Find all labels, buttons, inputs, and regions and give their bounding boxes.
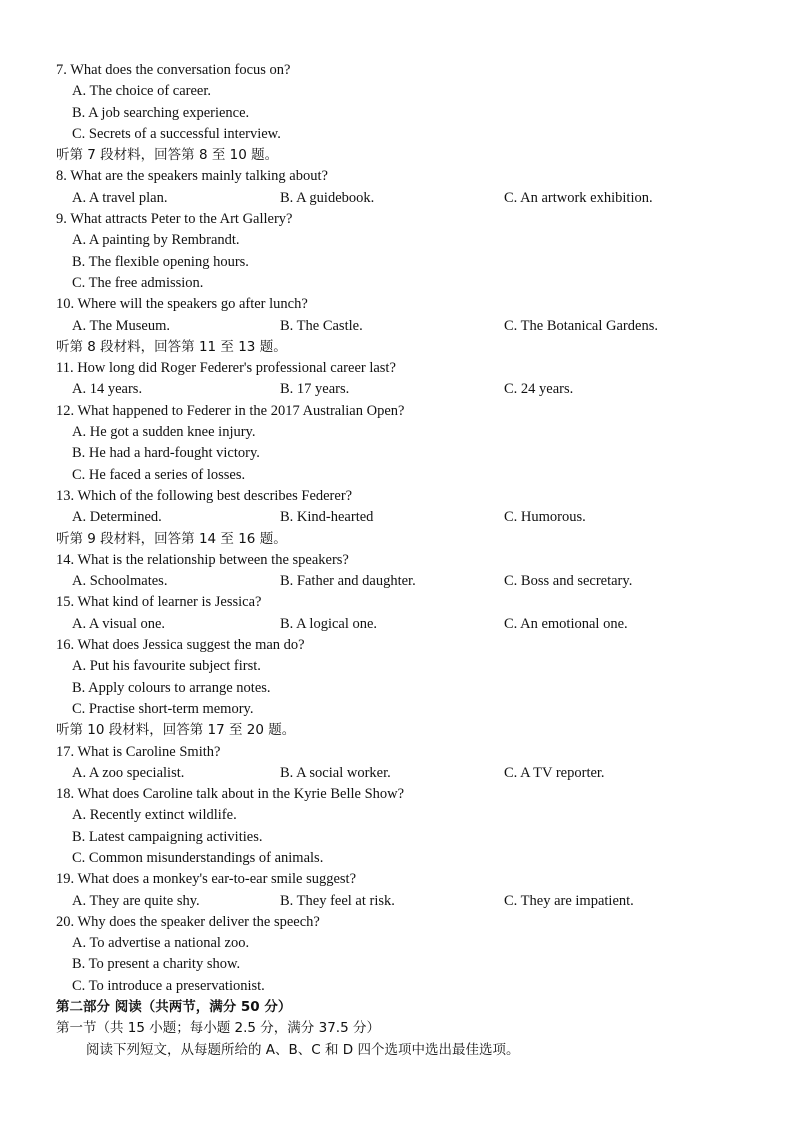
option-19b: B. They feel at risk.: [280, 892, 395, 909]
option-20a: A. To advertise a national zoo.: [72, 935, 250, 952]
option-10b: B. The Castle.: [280, 317, 363, 334]
option-7a: A. The choice of career.: [72, 83, 212, 100]
options-row-15: [56, 614, 756, 635]
option-16b: B. Apply colours to arrange notes.: [72, 679, 271, 696]
option-7b: B. A job searching experience.: [72, 104, 250, 121]
question-15: 15. What kind of learner is Jessica?: [56, 594, 262, 611]
question-12: 12. What happened to Federer in the 2017 Australian Open?: [56, 402, 405, 419]
option-19a: A. They are quite shy.: [72, 892, 200, 909]
options-row-13: [56, 507, 756, 528]
option-12b: B. He had a hard-fought victory.: [72, 445, 260, 462]
option-16c: C. Practise short-term memory.: [72, 700, 254, 717]
option-12c: C. He faced a series of losses.: [72, 466, 246, 483]
option-9b: B. The flexible opening hours.: [72, 253, 249, 270]
option-17a: A. A zoo specialist.: [72, 764, 185, 781]
option-11a: A. 14 years.: [72, 381, 143, 398]
question-18: 18. What does Caroline talk about in the Kyrie Belle Show?: [56, 786, 405, 803]
question-9: 9. What attracts Peter to the Art Gallery?: [56, 211, 293, 228]
option-11c: C. 24 years.: [504, 381, 574, 398]
question-19: 19. What does a monkey's ear-to-ear smile suggest?: [56, 871, 357, 888]
reading-instruction: 阅读下列短文，从每题所给的 A、B、C 和 D 四个选项中选出最佳选项。: [86, 1041, 520, 1058]
option-8b: B. A guidebook.: [280, 189, 375, 206]
option-15c: C. An emotional one.: [504, 615, 628, 632]
option-17b: B. A social worker.: [280, 764, 391, 781]
option-10c: C. The Botanical Gardens.: [504, 317, 658, 334]
option-8a: A. A travel plan.: [72, 189, 168, 206]
section-instruction-10: 听第 10 段材料，回答第 17 至 20 题。: [56, 722, 296, 739]
question-17: 17. What is Caroline Smith?: [56, 743, 221, 760]
option-20b: B. To present a charity show.: [72, 956, 241, 973]
section-instruction-7: 听第 7 段材料，回答第 8 至 10 题。: [56, 147, 279, 164]
part-two-heading: 第二部分 阅读（共两节，满分 50 分）: [56, 999, 292, 1016]
option-7c: C. Secrets of a successful interview.: [72, 125, 281, 142]
option-14b: B. Father and daughter.: [280, 573, 416, 590]
question-16: 16. What does Jessica suggest the man do?: [56, 637, 305, 654]
section-one-heading: 第一节（共 15 小题；每小题 2.5 分，满分 37.5 分）: [56, 1020, 380, 1037]
option-15b: B. A logical one.: [280, 615, 378, 632]
question-13: 13. Which of the following best describes Federer?: [56, 487, 353, 504]
option-13a: A. Determined.: [72, 509, 162, 526]
option-17c: C. A TV reporter.: [504, 764, 605, 781]
option-18a: A. Recently extinct wildlife.: [72, 807, 237, 824]
options-row-10: [56, 316, 756, 337]
options-row-8: [56, 188, 756, 209]
option-13b: B. Kind-hearted: [280, 509, 374, 526]
option-9a: A. A painting by Rembrandt.: [72, 232, 240, 249]
option-14c: C. Boss and secretary.: [504, 573, 633, 590]
option-18b: B. Latest campaigning activities.: [72, 828, 263, 845]
options-row-14: [56, 571, 756, 592]
question-7: 7. What does the conversation focus on?: [56, 62, 291, 78]
exam-page: [56, 60, 756, 1061]
option-9c: C. The free admission.: [72, 274, 204, 291]
section-instruction-8: 听第 8 段材料，回答第 11 至 13 题。: [56, 338, 287, 355]
section-instruction-9: 听第 9 段材料，回答第 14 至 16 题。: [56, 530, 287, 547]
question-10: 10. Where will the speakers go after lunch?: [56, 296, 308, 313]
option-12a: A. He got a sudden knee injury.: [72, 424, 256, 441]
option-13c: C. Humorous.: [504, 509, 586, 526]
option-18c: C. Common misunderstandings of animals.: [72, 849, 324, 866]
question-20: 20. Why does the speaker deliver the speech?: [56, 913, 320, 930]
option-8c: C. An artwork exhibition.: [504, 189, 653, 206]
option-10a: A. The Museum.: [72, 317, 171, 334]
option-20c: C. To introduce a preservationist.: [72, 977, 265, 994]
option-19c: C. They are impatient.: [504, 892, 634, 909]
option-14a: A. Schoolmates.: [72, 573, 168, 590]
question-11: 11. How long did Roger Federer's professional career last?: [56, 360, 396, 377]
question-14: 14. What is the relationship between the speakers?: [56, 551, 349, 568]
option-15a: A. A visual one.: [72, 615, 166, 632]
question-8: 8. What are the speakers mainly talking about?: [56, 168, 328, 185]
option-16a: A. Put his favourite subject first.: [72, 658, 261, 675]
options-row-17: [56, 763, 756, 784]
options-row-19: [56, 891, 756, 912]
option-11b: B. 17 years.: [280, 381, 350, 398]
options-row-11: [56, 379, 756, 400]
